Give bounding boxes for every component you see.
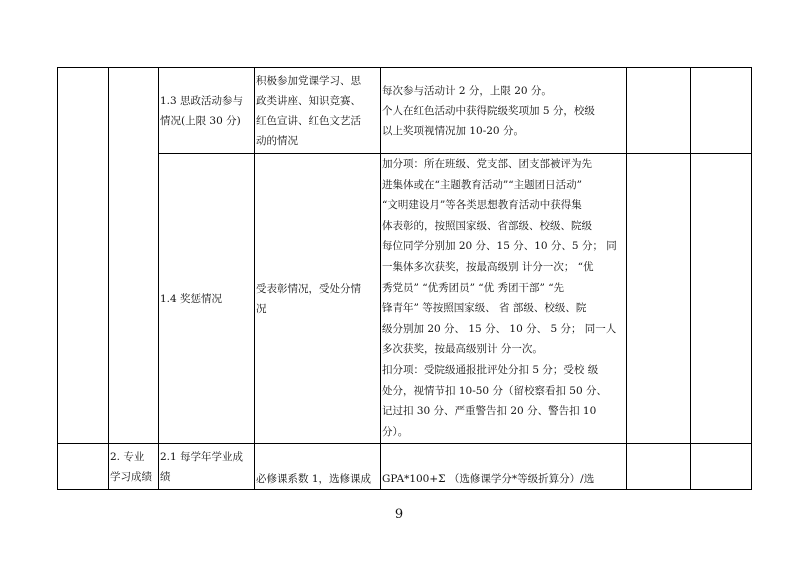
rule-line: 一集体多次获奖，按最高级别 计分一次； “优: [382, 260, 594, 273]
rule-line: 每位同学分别加 20 分、15 分、10 分、5 分； 同: [382, 240, 617, 253]
content-line: 受表彰情况，受处分情: [256, 282, 361, 295]
content-cell: [255, 154, 381, 444]
subcategory-cell: [109, 444, 159, 490]
rule-line: 级分别加 20 分、 15 分、 10 分、 5 分； 同一人: [382, 322, 617, 335]
remark-cell: [691, 444, 752, 490]
rule-line: 记过扣 30 分、严重警告扣 20 分、警告扣 10: [382, 405, 597, 418]
category-line: 2. 专业: [110, 450, 145, 463]
rule-line: 分）。: [382, 425, 409, 438]
evaluation-table: [57, 67, 752, 490]
remark-cell: [691, 68, 752, 154]
rule-line: 进集体或在“主题教育活动”“主题团日活动”: [382, 178, 582, 191]
content-line: 政类讲座、知识竞赛、: [256, 94, 361, 107]
remark-cell: [691, 154, 752, 444]
rule-line: 以上奖项视情况加 10-20 分。: [382, 124, 524, 137]
table-row: [58, 68, 752, 154]
item-line: 情况(上限 30 分): [160, 114, 241, 127]
rule-line: 扣分项：受院级通报批评处分扣 5 分；受校 级: [382, 363, 599, 376]
rule-line: 个人在红色活动中获得院级奖项加 5 分，校级: [382, 104, 595, 117]
item-cell: [159, 154, 255, 444]
item-text: 1.4 奖惩情况: [160, 292, 223, 305]
table-row: [58, 444, 752, 490]
rule-line: “文明建设月”等各类思想教育活动中获得集: [382, 199, 582, 212]
content-cell: [255, 444, 381, 490]
score-cell: [627, 68, 691, 154]
content-line: 况: [256, 302, 267, 315]
rule-line: 锋青年” 等按照国家级、 省 部级、校级、院: [382, 302, 587, 315]
item-line: 1.3 思政活动参与: [160, 94, 244, 107]
rule-line: 多次获奖，按最高级别计 分一次。: [382, 343, 543, 356]
category-cell: [58, 68, 109, 444]
content-cell: [255, 68, 381, 154]
category-cell: [58, 444, 109, 490]
item-cell: [159, 68, 255, 154]
rule-cell: [381, 154, 627, 444]
rule-line: GPA*100+Σ （选修课学分*等级折算分）/选: [382, 473, 595, 485]
table-row: [58, 154, 752, 444]
category-line: 学习成绩: [110, 470, 152, 483]
score-cell: [627, 444, 691, 490]
page-number: 9: [394, 507, 404, 522]
rule-line: 处分，视情节扣 10-50 分（留校察看扣 50 分、: [382, 384, 607, 397]
rule-line: 每次参与活动计 2 分，上限 20 分。: [382, 84, 552, 97]
content-line: 积极参加党课学习、思: [256, 74, 361, 87]
item-cell: [159, 444, 255, 490]
content-line: 必修课系数 1，选修课成: [256, 473, 372, 485]
subcategory-cell: [109, 68, 159, 444]
content-line: 动的情况: [256, 134, 298, 147]
rule-line: 秀党员” “优秀团员” “优 秀团干部” “先: [382, 281, 565, 294]
content-line: 红色宣讲、红色文艺活: [256, 114, 361, 127]
rule-line: 加分项：所在班级、党支部、团支部被评为先: [382, 158, 592, 170]
rule-cell: [381, 68, 627, 154]
item-line: 绩: [160, 470, 171, 483]
item-line: 2.1 每学年学业成: [160, 450, 244, 463]
score-cell: [627, 154, 691, 444]
rule-cell: [381, 444, 627, 490]
rule-line: 体表彰的，按照国家级、省部级、校级、院级: [382, 219, 592, 232]
